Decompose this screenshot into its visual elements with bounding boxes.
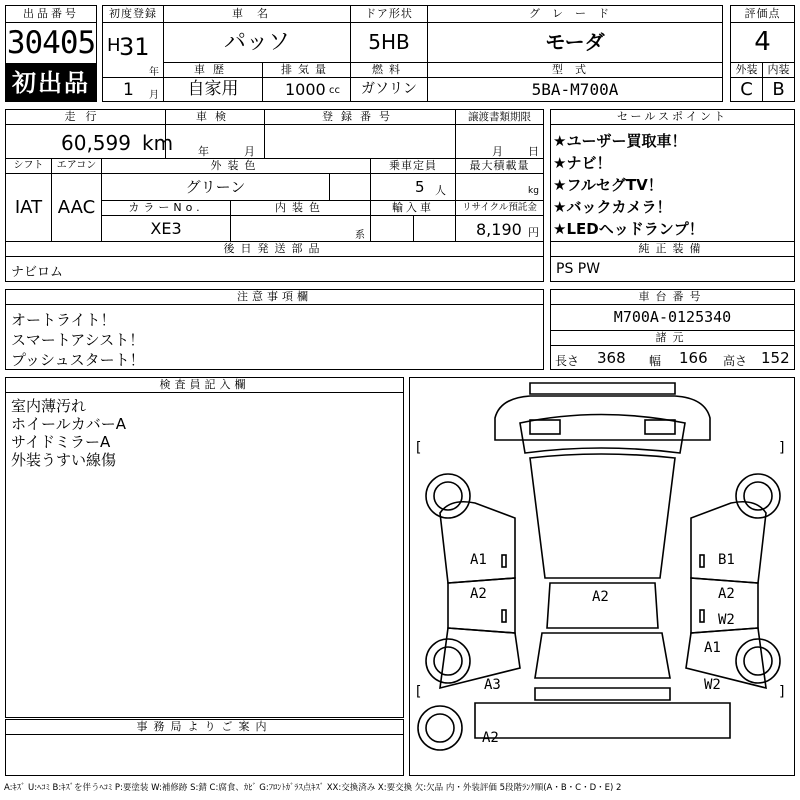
model-code: 5BA-M700A xyxy=(531,80,619,99)
int-color-cell xyxy=(230,215,371,242)
sales-point-item: ★LEDヘッドランプ！ xyxy=(553,220,704,238)
chassis-label: 車台番号 xyxy=(638,290,707,303)
score-header xyxy=(730,5,795,23)
damage-mark: W2 xyxy=(704,677,721,693)
office-label: 事務局よりご案内 xyxy=(136,720,273,733)
damage-mark: A2 xyxy=(482,730,499,746)
capacity-unit: 人 xyxy=(435,184,446,197)
specs-label: 諸元 xyxy=(655,331,690,344)
ext-color-cell xyxy=(101,173,330,201)
legend: A:ｷｽﾞ U:ﾍｺﾐ B:ｷｽﾞを伴うﾍｺﾐ P:要塗装 W:補修跡 S:錆 C:腐食、ｶﾋﾞ G:ﾌﾛﾝﾄｶﾞﾗｽ点ｷｽﾞ XX:交換済み X:要交換 欠:欠品 内・外装評価 5段階ﾗﾝｸ順(A・B・C・D・E) 2 xyxy=(4,783,622,793)
grade-header xyxy=(427,5,723,23)
door-label: ドア形状 xyxy=(365,7,413,20)
ext-color-extra-cell xyxy=(329,173,371,201)
model-header xyxy=(427,62,723,78)
transfer-month-unit: 月 xyxy=(492,145,503,158)
sales-point-item: ★ナビ！ xyxy=(553,154,612,172)
grade-label: グレード xyxy=(529,7,621,20)
exterior-label: 外装 xyxy=(735,63,758,76)
note-line: スマートアシスト！ xyxy=(11,331,145,349)
inspector-header xyxy=(5,377,404,393)
car-outline-diagram xyxy=(410,378,796,777)
length-label: 長さ xyxy=(555,354,580,368)
damage-mark: A1 xyxy=(704,640,721,656)
recycle-unit: 円 xyxy=(528,226,539,239)
note-line: オートライト！ xyxy=(11,311,116,329)
lot-number: 30405 xyxy=(6,25,96,61)
mileage-cell xyxy=(5,124,174,159)
inspector-line: 外装うすい線傷 xyxy=(11,451,117,469)
recycle-cell xyxy=(455,215,544,242)
car-name-label: 車名 xyxy=(232,7,282,20)
air-conditioner: AAC xyxy=(57,197,96,218)
color-no-header xyxy=(101,200,231,216)
office-header xyxy=(5,719,404,735)
ext-color: グリーン xyxy=(185,178,246,196)
first-reg-month: 1 xyxy=(123,80,134,100)
exterior-grade: C xyxy=(740,79,753,100)
notes-cell xyxy=(5,304,544,370)
lot-number-header xyxy=(5,5,97,23)
car-name-header xyxy=(163,5,351,23)
interior-cell xyxy=(762,77,795,102)
inspector-line: 室内薄汚れ xyxy=(11,397,87,415)
first-reg-label: 初度登録 xyxy=(109,7,157,20)
interior-header xyxy=(762,62,795,78)
width: 166 xyxy=(679,349,708,367)
fuel-header xyxy=(350,62,428,78)
damage-mark: A2 xyxy=(592,589,609,605)
damage-mark: A2 xyxy=(718,586,735,602)
transfer-day-unit: 日 xyxy=(528,145,539,158)
interior-grade: B xyxy=(772,79,785,100)
load-cell xyxy=(455,173,544,201)
capacity-cell xyxy=(370,173,456,201)
color-no: XE3 xyxy=(150,219,182,238)
shift-cell xyxy=(5,173,52,242)
car-name: パッソ xyxy=(223,30,290,55)
score: 4 xyxy=(754,27,771,57)
reg-number-cell xyxy=(264,124,456,159)
capacity-label: 乗車定員 xyxy=(389,159,437,172)
mileage-unit: km xyxy=(142,131,174,155)
damage-mark: A3 xyxy=(484,677,501,693)
color-no-cell xyxy=(101,215,231,242)
transfer-label: 譲渡書類期限 xyxy=(468,111,531,123)
car-name-cell xyxy=(163,22,351,63)
chassis-number: M700A-0125340 xyxy=(613,308,732,326)
fuel-label: 燃料 xyxy=(372,63,406,76)
ext-color-header xyxy=(101,158,371,174)
displacement-label: 排気量 xyxy=(281,63,332,76)
damage-mark: A2 xyxy=(470,586,487,602)
length: 368 xyxy=(597,349,626,367)
color-no-label: カラーNo. xyxy=(128,201,204,214)
note-line: プッシュスタート！ xyxy=(11,351,145,369)
int-color-unit: 系 xyxy=(355,230,365,241)
load-unit: kg xyxy=(528,186,539,196)
first-listing-label: 初出品 xyxy=(12,69,90,97)
history-header xyxy=(163,62,263,78)
mileage-header xyxy=(5,109,166,125)
reg-number-header xyxy=(264,109,456,125)
damage-mark: W2 xyxy=(718,612,735,628)
grade: モーダ xyxy=(545,30,605,54)
import-cell-a xyxy=(370,215,414,242)
sales-point-item: ★バックカメラ！ xyxy=(553,198,672,216)
inspection-cell xyxy=(165,124,265,159)
displacement-cell xyxy=(262,77,351,102)
equipment: PS PW xyxy=(556,261,601,277)
shift-header xyxy=(5,158,52,174)
bracket-right-front: ] xyxy=(778,440,787,456)
first-reg-header xyxy=(102,5,164,23)
lot-number-cell xyxy=(5,22,97,64)
equipment-cell xyxy=(550,256,795,282)
office-cell xyxy=(5,734,404,776)
inspection-month-unit: 月 xyxy=(244,145,255,158)
bracket-right-rear: ] xyxy=(778,684,787,700)
ac-label: エアコン xyxy=(56,160,97,171)
door-type: 5HB xyxy=(368,30,410,54)
score-cell xyxy=(730,22,795,63)
door-cell xyxy=(350,22,428,63)
mileage: 60,599 xyxy=(61,131,131,155)
inspector-line: ホイールカバーA xyxy=(11,415,126,433)
transfer-header xyxy=(455,109,544,125)
ac-header xyxy=(51,158,102,174)
shift-label: シフト xyxy=(13,160,44,171)
year-unit: 年 xyxy=(149,67,159,78)
bracket-left-front: [ xyxy=(414,440,423,456)
sales-point-item: ★フルセグTV！ xyxy=(553,176,663,194)
height-label: 高さ xyxy=(723,354,748,368)
capacity: 5 xyxy=(415,178,425,196)
load-header xyxy=(455,158,544,174)
chassis-cell xyxy=(550,304,795,331)
height: 152 xyxy=(761,349,790,367)
shift: IAT xyxy=(14,197,43,218)
inspector-label: 検査員記入欄 xyxy=(159,378,250,391)
displacement-header xyxy=(262,62,351,78)
ext-color-label: 外装色 xyxy=(210,159,262,172)
notes-header xyxy=(5,289,544,305)
era: H xyxy=(107,35,121,56)
first-reg-year-cell xyxy=(102,22,164,78)
grade-cell xyxy=(427,22,723,63)
transfer-cell xyxy=(455,124,544,159)
notes-label: 注意事項欄 xyxy=(237,290,312,303)
later-parts: ナビロム xyxy=(11,265,64,280)
import-cell-b xyxy=(413,215,456,242)
specs-header xyxy=(550,330,795,346)
inspection-header xyxy=(165,109,265,125)
capacity-header xyxy=(370,158,456,174)
sales-points-header xyxy=(550,109,795,125)
equipment-header xyxy=(550,241,795,257)
damage-mark: B1 xyxy=(718,552,735,568)
first-reg-month-cell xyxy=(102,77,164,102)
sales-points-label: セールスポイント xyxy=(616,110,728,123)
recycle-fee: 8,190 xyxy=(476,220,522,239)
damage-diagram xyxy=(409,377,795,776)
fuel: ガソリン xyxy=(361,81,417,97)
later-parts-cell xyxy=(5,256,544,282)
first-listing-badge xyxy=(5,64,97,102)
model-cell xyxy=(427,77,723,102)
history: 自家用 xyxy=(187,79,239,99)
door-header xyxy=(350,5,428,23)
width-label: 幅 xyxy=(649,354,662,368)
import-label: 輸入車 xyxy=(392,201,434,214)
exterior-header xyxy=(730,62,763,78)
ac-cell xyxy=(51,173,102,242)
month-unit: 月 xyxy=(149,90,159,101)
inspector-line: サイドミラーA xyxy=(11,433,111,451)
sales-points-cell xyxy=(550,124,795,242)
history-label: 車歴 xyxy=(194,63,232,76)
displacement: 1000 xyxy=(285,80,326,99)
chassis-header xyxy=(550,289,795,305)
mileage-label: 走行 xyxy=(64,110,107,123)
damage-mark: A1 xyxy=(470,552,487,568)
first-reg-year: 31 xyxy=(119,33,150,61)
specs-cell xyxy=(550,345,795,370)
later-parts-header xyxy=(5,241,544,257)
later-parts-label: 後日発送部品 xyxy=(223,242,326,255)
lot-number-label: 出品番号 xyxy=(23,7,79,20)
load-label: 最大積載量 xyxy=(469,159,530,172)
import-header xyxy=(370,200,456,216)
interior-label: 内装 xyxy=(767,63,790,76)
sales-point-item: ★ユーザー買取車！ xyxy=(553,132,687,150)
reg-number-label: 登録番号 xyxy=(322,110,398,123)
int-color-label: 内装色 xyxy=(275,201,326,214)
fuel-cell xyxy=(350,77,428,102)
equipment-label: 純正装備 xyxy=(638,242,707,255)
bracket-left-rear: [ xyxy=(414,684,423,700)
int-color-header xyxy=(230,200,371,216)
inspector-cell xyxy=(5,392,404,718)
history-cell xyxy=(163,77,263,102)
recycle-label: リサイクル預託金 xyxy=(462,202,537,213)
exterior-cell xyxy=(730,77,763,102)
displacement-unit: cc xyxy=(329,85,340,96)
inspection-year-unit: 年 xyxy=(198,145,209,158)
inspection-label: 車検 xyxy=(196,110,234,123)
score-label: 評価点 xyxy=(744,7,781,20)
model-label: 型式 xyxy=(552,63,598,76)
recycle-header xyxy=(455,200,544,216)
